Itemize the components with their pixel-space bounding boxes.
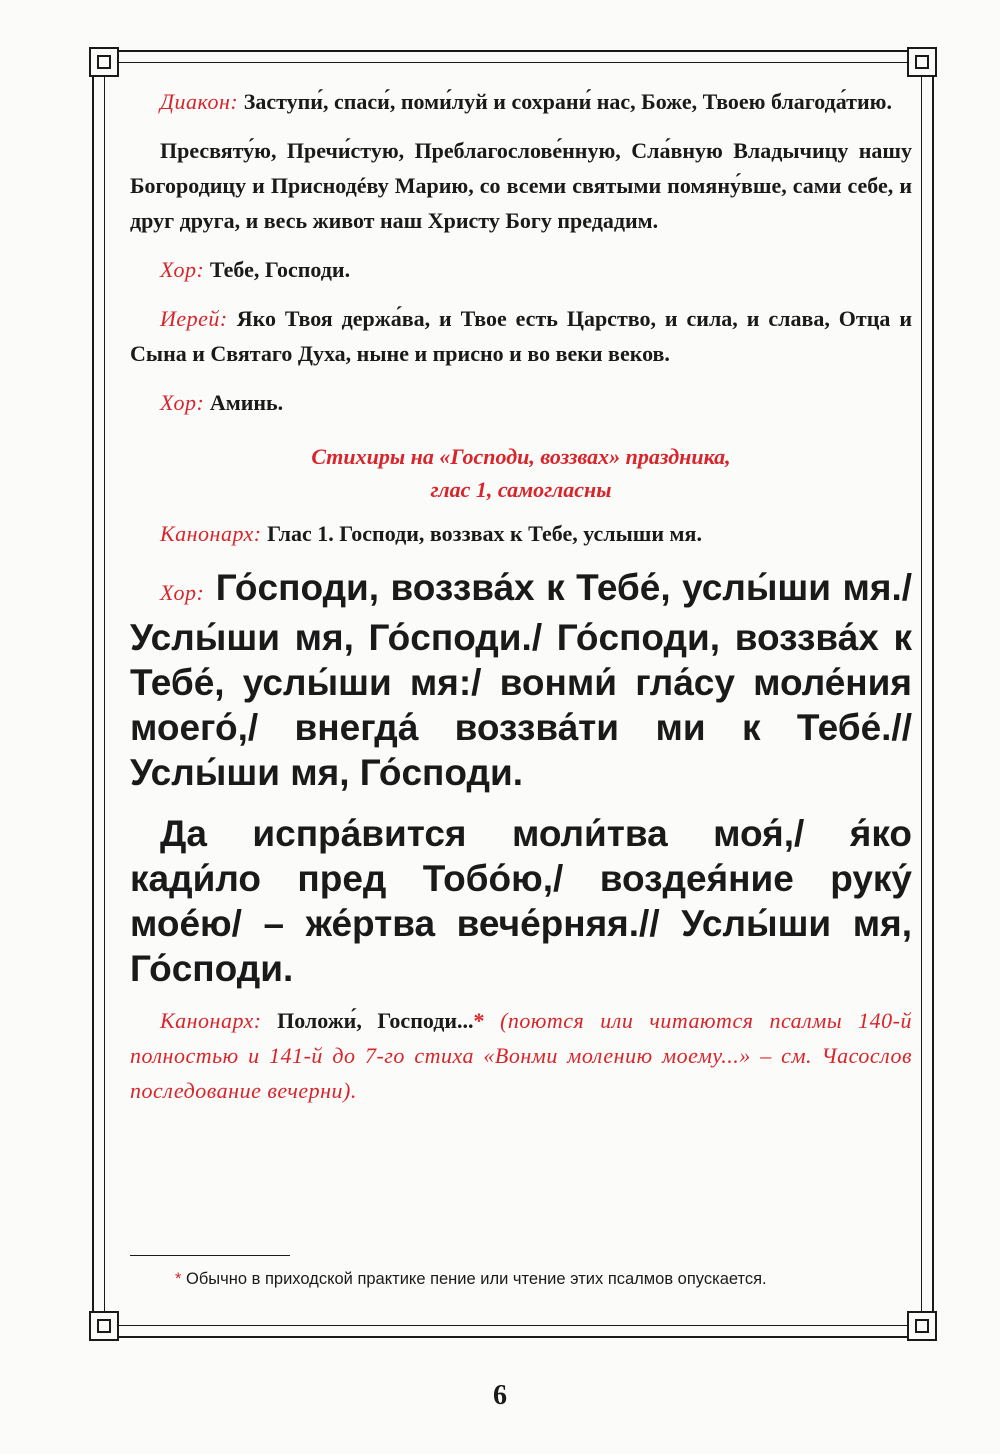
role-label: Хор:	[160, 580, 205, 605]
deacon-petition	[130, 84, 912, 119]
response-text: Тебе, Господи.	[209, 257, 351, 282]
corner-ornament-bottom-left	[89, 1311, 119, 1341]
priest-exclamation	[130, 301, 912, 371]
section-heading	[130, 440, 912, 506]
heading-line-1: Стихиры на «Господи, воззвах» праздника,	[311, 444, 731, 469]
footnote-text: Обычно в приходской практике пение или чтение этих псалмов опускается.	[186, 1270, 767, 1288]
page-content	[130, 84, 912, 1122]
choir-response-1	[130, 252, 912, 287]
role-label: Хор:	[160, 390, 205, 415]
canonarch-line	[130, 516, 912, 551]
petition-text: Заступи́, спаси́, поми́луй и сохрани́ нас, Боже, Твоею благода́тию.	[243, 89, 892, 114]
page-number: 6	[493, 1380, 507, 1411]
corner-ornament-top-right	[907, 47, 937, 77]
heading-line-2: глас 1, самогласны	[430, 477, 612, 502]
corner-ornament-bottom-right	[907, 1311, 937, 1341]
exclamation-text: Яко Твоя держа́ва, и Твое есть Царство, и сила, и слава, Отца и Сына и Святаго Духа, ныне и присно и во веки веков.	[130, 306, 912, 366]
canonarch-text: Глас 1. Господи, воззвах к Тебе, услыши мя.	[267, 521, 702, 546]
footnote-marker: *	[175, 1270, 182, 1288]
role-label: Канонарх:	[160, 1008, 262, 1033]
footnote-marker: *	[473, 1008, 485, 1033]
footnote-divider	[130, 1255, 290, 1256]
hymn-text: Да испра́вится моли́тва моя́,/ я́ко кади́ло пред Тобо́ю,/ воздея́ние руку́ моéю/ – же́ртва вече́рняя.// Услы́ши мя, Го́споди.	[130, 813, 912, 989]
canonarch-text: Положи́, Господи...	[277, 1008, 474, 1033]
corner-ornament-top-left	[89, 47, 119, 77]
commemoration-paragraph	[130, 133, 912, 238]
rubric-note: (поются или читаются псалмы 140-й полностью и 141-й до 7-го стиха «Вонми молению моему...» – см. Часослов последование вечерни).	[130, 1008, 913, 1103]
role-label: Диакон:	[160, 89, 239, 114]
hymn-text: Го́споди, воззва́х к Тебе́, услы́ши мя./ Услы́ши мя, Го́споди./ Го́споди, воззва́х к Тебе́, услы́ши мя:/ вонми́ гла́су моле́ния моего́,/ внегда́ воззва́ти ми к Тебе́.// Услы́ши мя, Го́споди.	[130, 567, 913, 793]
hymn-verse-2	[130, 811, 912, 991]
response-text: Аминь.	[209, 390, 284, 415]
choir-hymn	[130, 565, 912, 795]
role-label: Иерей:	[160, 306, 228, 331]
commemoration-text: Пресвяту́ю, Пречи́стую, Преблагослове́нную, Сла́вную Владычицу нашу Богородицу и Приснодéву Марию, со всеми святыми помяну́вше, сами себе, и друг друга, и весь живот наш Христу Богу предадим.	[130, 138, 912, 233]
role-label: Канонарх:	[160, 521, 262, 546]
role-label: Хор:	[160, 257, 205, 282]
footnote	[130, 1266, 912, 1292]
choir-response-2	[130, 385, 912, 420]
canonarch-psalm-instruction	[130, 1003, 912, 1108]
